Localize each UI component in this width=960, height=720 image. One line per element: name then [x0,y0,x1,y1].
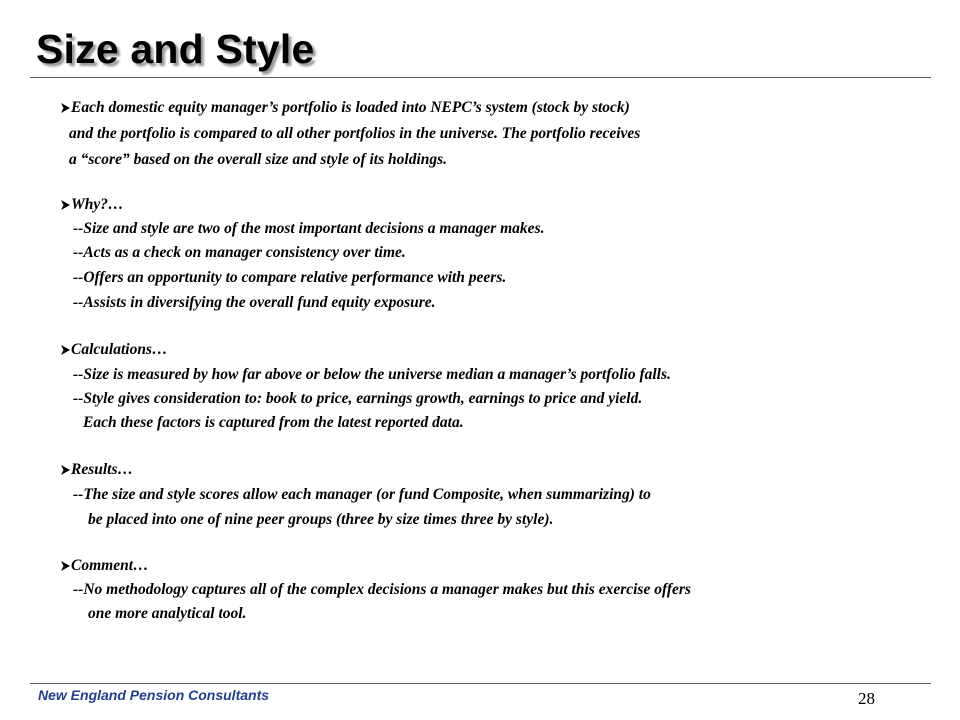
bullet-line: --Assists in diversifying the overall fund equity exposure. [73,294,436,311]
page-number: 28 [858,689,875,708]
footer-organization: New England Pension Consultants [38,687,270,703]
bullet-line: --Size is measured by how far above or below the universe median a manager’s portfolio falls. [73,366,671,383]
section-heading: Why?… [71,196,124,213]
section-heading: Calculations… [71,341,168,358]
arrowhead-bullet-icon [61,561,70,571]
bullet-line: a “score” based on the overall size and style of its holdings. [69,151,448,168]
arrowhead-bullet-icon [61,465,70,475]
slide-title: Size and Style [36,26,315,72]
bullet-line: --No methodology captures all of the complex decisions a manager makes but this exercise offers [73,581,691,598]
section-heading: Comment… [71,557,149,574]
bullet-line: and the portfolio is compared to all other portfolios in the universe. The portfolio receives [69,125,641,142]
bullet-line: --Size and style are two of the most important decisions a manager makes. [73,220,545,237]
bullet-line: --Acts as a check on manager consistency over time. [73,244,406,261]
bullet-line: one more analytical tool. [88,605,247,622]
bullet-line: --The size and style scores allow each manager (or fund Composite, when summarizing) to [73,486,651,503]
bullet-line: be placed into one of nine peer groups (three by size times three by style). [88,511,554,528]
section-heading: Results… [71,461,134,478]
arrowhead-bullet-icon [61,103,70,113]
arrowhead-bullet-icon [61,200,70,210]
bullet-line: --Style gives consideration to: book to price, earnings growth, earnings to price and yield. [73,390,643,407]
footer-divider [30,683,931,684]
arrowhead-bullet-icon [61,345,70,355]
bullet-line: Each these factors is captured from the latest reported data. [83,414,464,431]
bullet-line: Each domestic equity manager’s portfolio is loaded into NEPC’s system (stock by stock) [71,99,630,116]
bullet-line: --Offers an opportunity to compare relative performance with peers. [73,269,507,286]
